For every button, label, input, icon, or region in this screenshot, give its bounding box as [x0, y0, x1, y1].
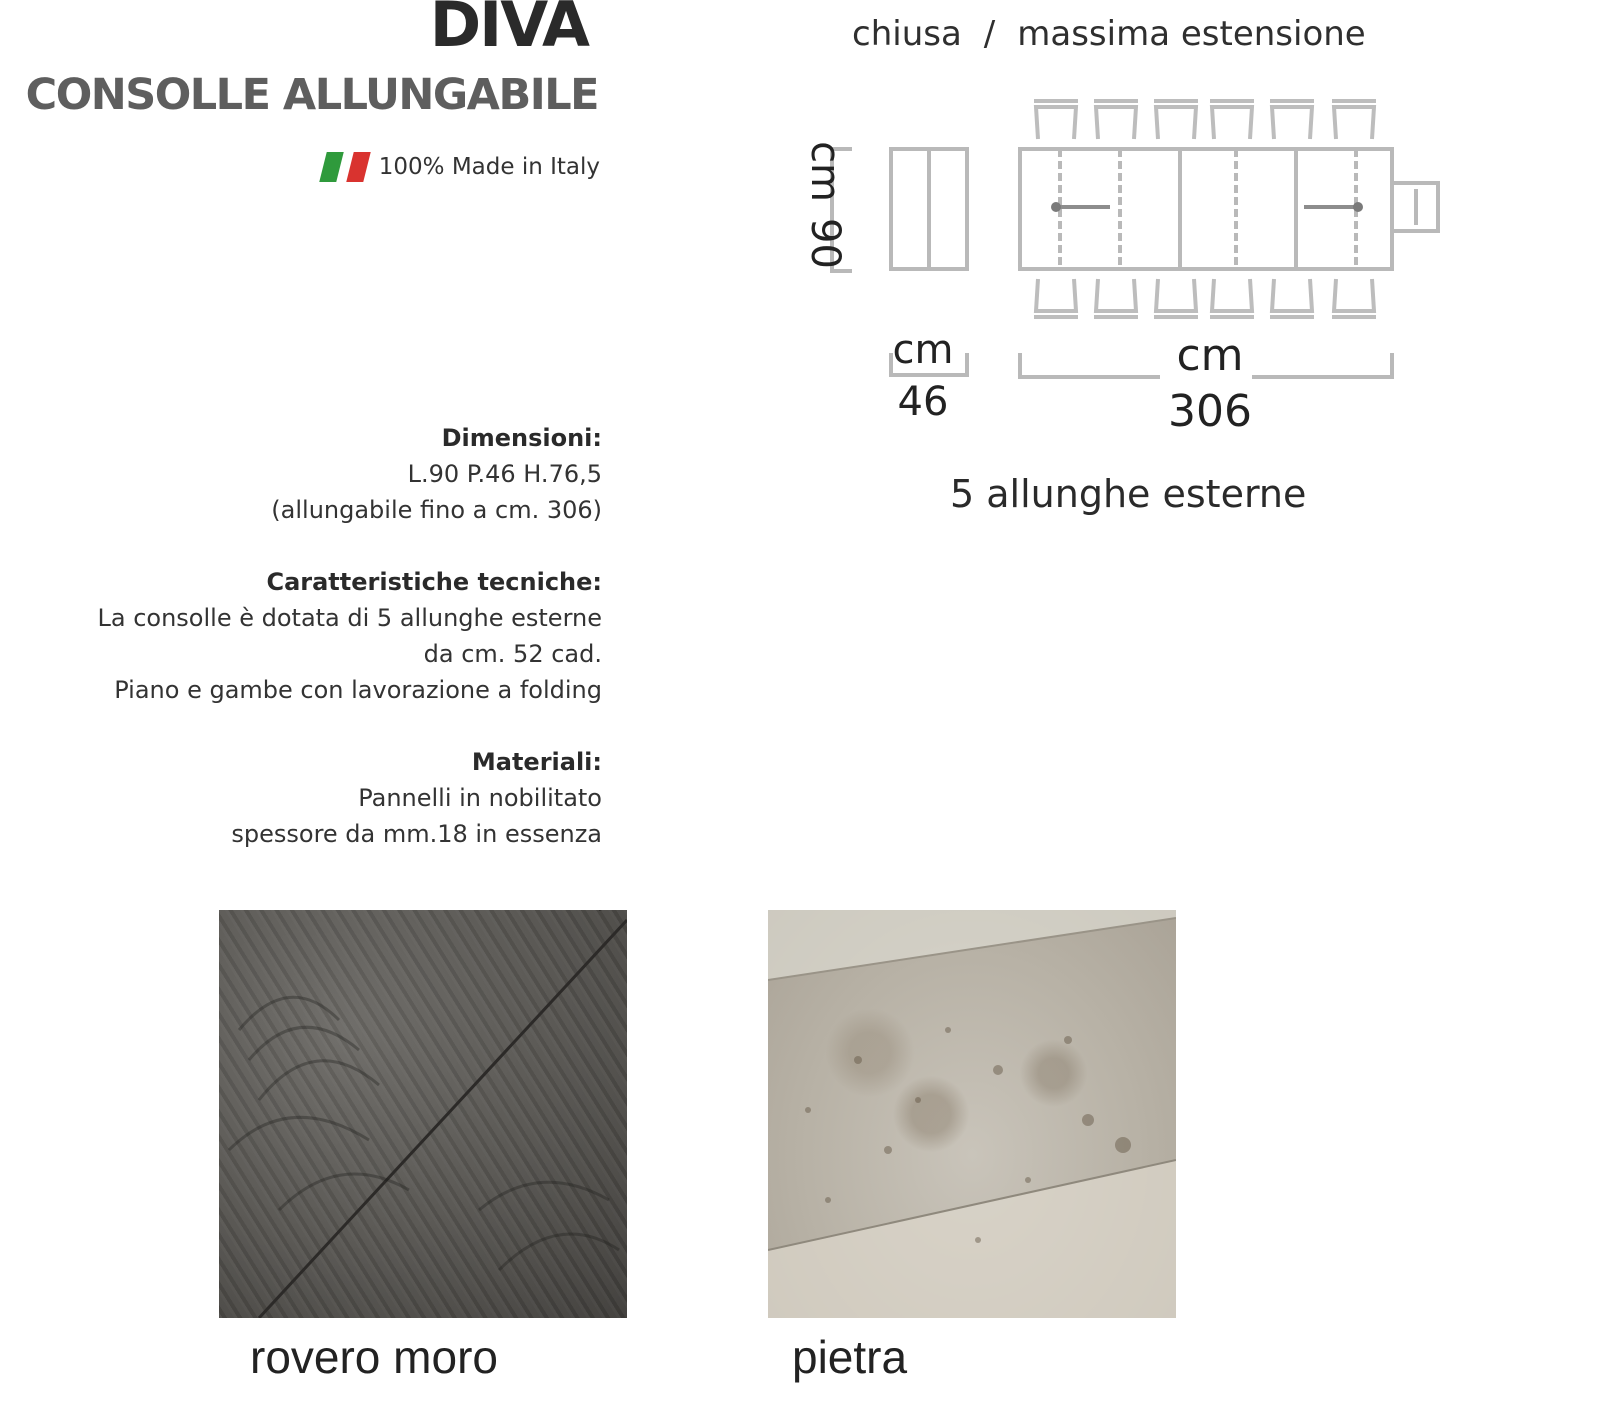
width-unit: cm: [892, 327, 954, 373]
chair-top: [1034, 101, 1078, 139]
dimensions-line: (allungabile fino a cm. 306): [271, 496, 602, 524]
width-value: 46: [897, 379, 949, 425]
chair-top: [1270, 101, 1314, 139]
stone-texture-icon: [768, 910, 1176, 1318]
technical-line: da cm. 52 cad.: [423, 640, 602, 668]
chair-top: [1210, 101, 1254, 139]
chair-top: [1154, 101, 1198, 139]
made-in-italy-badge: [323, 152, 600, 182]
mechanism-pivot-left: [1051, 202, 1061, 212]
chair-top: [1332, 101, 1376, 139]
stone-tile-lines: [768, 910, 1176, 1318]
depth-value: 90: [802, 218, 848, 269]
materials-heading: Materiali:: [471, 748, 602, 776]
dimensions-heading: Dimensioni:: [441, 424, 602, 452]
dimensions-line: L.90 P.46 H.76,5: [407, 460, 602, 488]
technical-line: Piano e gambe con lavorazione a folding: [114, 676, 602, 704]
chair-bottom: [1210, 279, 1254, 317]
chair-bottom: [1094, 279, 1138, 317]
product-title: DIVA: [429, 0, 588, 61]
materials-line: spessore da mm.18 in essenza: [231, 820, 602, 848]
length-dimension-label: [1140, 330, 1280, 437]
width-dimension-label: [860, 327, 986, 425]
finish-label-wood: rovero moro: [250, 1331, 498, 1383]
technical-section: [98, 564, 603, 708]
closed-label: chiusa: [852, 14, 962, 54]
materials-section: [231, 744, 602, 852]
length-unit: cm: [1176, 330, 1244, 381]
extended-label: massima estensione: [1017, 14, 1366, 54]
made-in-italy-text: 100% Made in Italy: [378, 154, 600, 180]
depth-dimension-label: [795, 141, 855, 269]
chair-bottom: [1270, 279, 1314, 317]
technical-line: La consolle è dotata di 5 allunghe esterne: [97, 604, 602, 632]
view-labels: [852, 14, 1366, 54]
dimensions-section: [271, 420, 602, 528]
materials-line: Pannelli in nobilitato: [358, 784, 602, 812]
extensions-caption: 5 allunghe esterne: [950, 472, 1307, 516]
length-value: 306: [1168, 386, 1252, 437]
chair-top: [1094, 101, 1138, 139]
chair-bottom: [1154, 279, 1198, 317]
dark-wood-texture-icon: [219, 910, 627, 1318]
italian-flag-red-icon: [346, 152, 370, 182]
chair-bottom: [1034, 279, 1078, 317]
wood-grain-lines: [219, 910, 627, 1318]
product-subtitle: CONSOLLE ALLUNGABILE: [25, 70, 598, 120]
finish-label-stone: pietra: [792, 1331, 908, 1383]
chair-bottom: [1332, 279, 1376, 317]
length-bracket-left: [1020, 353, 1160, 377]
view-separator: /: [983, 14, 996, 54]
italian-flag-green-icon: [319, 152, 343, 182]
technical-heading: Caratteristiche tecniche:: [266, 568, 602, 596]
mechanism-pivot-right: [1353, 202, 1363, 212]
depth-unit: cm: [802, 141, 848, 203]
